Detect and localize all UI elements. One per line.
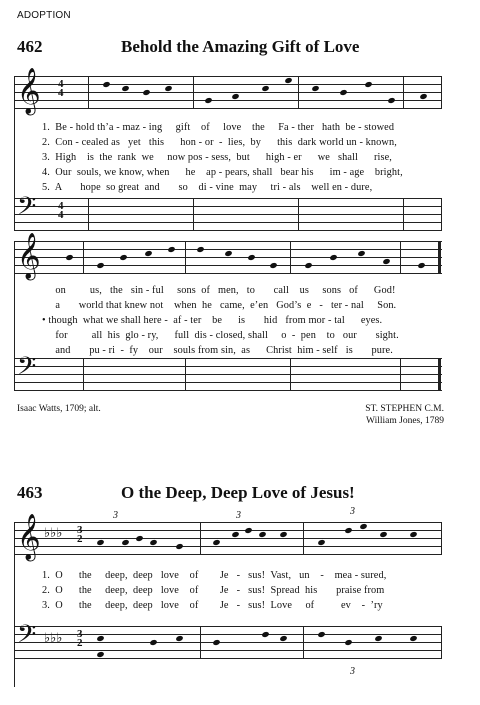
lyric-line: 1. Be - hold th’a - maz - ing gift of love the Fa - ther hath be - stowed — [42, 122, 395, 133]
lyric-line: 2. Con - cealed as yet this hon - or - lies, by this dark world un - known, — [42, 137, 397, 148]
treble-clef-icon: 𝄞 — [17, 514, 41, 560]
lyric-line: and pu - ri - fy our souls from sin, as Christ him - self is pure. — [50, 345, 393, 356]
lyric-line: • though what we shall here - af - ter be is hid from mor - tal eyes. — [42, 315, 383, 326]
bass-clef-icon: 𝄢 — [17, 620, 37, 655]
tune-name: ST. STEPHEN C.M. — [365, 404, 444, 414]
hymn-462-treble-staff-2 — [14, 241, 442, 274]
hymn-463-number: 463 — [17, 483, 43, 502]
triplet-mark: 3 — [113, 510, 118, 521]
hymn-463-title: O the Deep, Deep Love of Jesus! — [121, 483, 355, 502]
lyric-line: 3. O the deep, deep love of Je - sus! Love of ev - ’ry — [42, 600, 383, 611]
lyric-line: 4. Our souls, we know, when he ap - pears, shall bear his im - age bright, — [42, 167, 403, 178]
time-signature: 4 4 — [58, 78, 64, 99]
time-signature: 4 4 — [58, 200, 64, 221]
key-signature-icon: ♭♭♭ — [44, 525, 63, 540]
lyric-line: 2. O the deep, deep love of Je - sus! Spread his praise from — [42, 585, 385, 596]
treble-clef-icon: 𝄞 — [17, 233, 41, 279]
system-brace — [14, 522, 15, 687]
hymn-462-bass-staff-1 — [14, 198, 442, 231]
lyric-line: 5. A hope so great and so di - vine may tri - als well en - dure, — [42, 182, 373, 193]
lyric-line: 1. O the deep, deep love of Je - sus! Vast, un - mea - sured, — [42, 570, 387, 581]
bass-clef-icon: 𝄢 — [17, 352, 37, 387]
hymn-462-number: 462 — [17, 37, 43, 56]
treble-clef-icon: 𝄞 — [17, 68, 41, 114]
system-brace — [14, 76, 15, 231]
time-signature: 3 2 — [77, 524, 83, 545]
hymn-462-treble-staff-1 — [14, 76, 442, 109]
composer-credit: William Jones, 1789 — [366, 416, 444, 426]
bass-clef-icon: 𝄢 — [17, 192, 37, 227]
hymn-462-bass-staff-2 — [14, 358, 442, 391]
text-credit: Isaac Watts, 1709; alt. — [17, 404, 101, 414]
key-signature-icon: ♭♭♭ — [44, 630, 63, 645]
time-signature: 3 2 — [77, 628, 83, 649]
triplet-mark: 3 — [236, 510, 241, 521]
section-header: ADOPTION — [17, 10, 71, 21]
lyric-line: for all his glo - ry, full dis - closed, shall o - pen to our sight. — [50, 330, 399, 341]
triplet-mark: 3 — [350, 506, 355, 517]
system-brace — [14, 241, 15, 391]
lyric-line: 3. High is the rank we now pos - sess, but high - er we shall rise, — [42, 152, 392, 163]
lyric-line: on us, the sin - ful sons of men, to call us sons of God! — [50, 285, 396, 296]
triplet-mark: 3 — [350, 666, 355, 677]
lyric-line: a world that knew not when he came, e’en God’s e - ter - nal Son. — [50, 300, 397, 311]
hymn-462-title: Behold the Amazing Gift of Love — [121, 37, 360, 56]
